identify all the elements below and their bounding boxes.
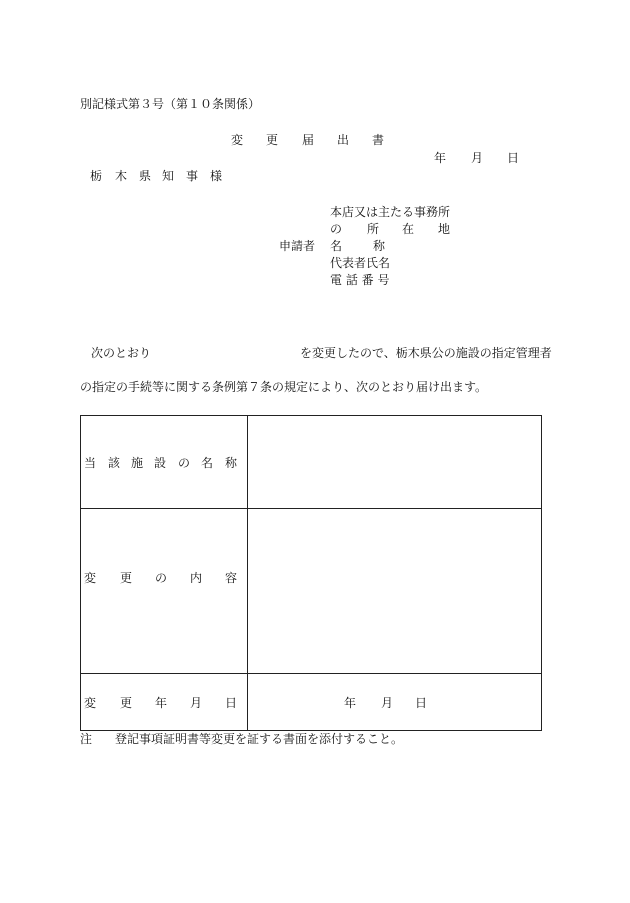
change-details-table — [80, 415, 542, 731]
facility-name-value-cell[interactable] — [248, 416, 542, 509]
address-label-char: 地 — [438, 222, 451, 236]
change-date-value-cell[interactable] — [248, 674, 542, 731]
change-content-label-cell — [81, 509, 248, 674]
label-char: 設 — [154, 456, 167, 470]
addressee-char: 県 — [139, 169, 152, 183]
form-reference: 別記様式第３号（第１０条関係） — [80, 97, 261, 111]
label-char: 容 — [225, 571, 238, 585]
label-char: 更 — [120, 571, 133, 585]
facility-name-label-cell — [81, 416, 248, 509]
label-char: 変 — [84, 696, 97, 710]
label-char: 当 — [84, 456, 97, 470]
addressee-char: 様 — [210, 169, 223, 183]
address-label-line1: 本店又は主たる事務所 — [330, 205, 451, 219]
change-date-month: 月 — [381, 696, 394, 710]
title-char: 書 — [372, 133, 385, 147]
title-char: 更 — [266, 133, 279, 147]
label-char: 月 — [190, 696, 203, 710]
phone-label: 電 話 番 号 — [330, 273, 390, 287]
date-year: 年 — [434, 151, 447, 165]
date-month: 月 — [471, 151, 484, 165]
date-day: 日 — [507, 151, 520, 165]
addressee-char: 事 — [186, 169, 199, 183]
change-date-year: 年 — [344, 696, 357, 710]
name-label-char: 名 — [330, 239, 343, 253]
representative-label: 代表者氏名 — [330, 256, 391, 270]
label-char: 変 — [84, 571, 97, 585]
title-char: 届 — [302, 133, 315, 147]
note-text: 登記事項証明書等変更を証する書面を添付すること。 — [115, 732, 404, 746]
table-row-facility-name — [81, 416, 542, 509]
label-char: 施 — [131, 456, 144, 470]
applicant-label: 申請者 — [279, 239, 316, 253]
title-char: 変 — [231, 133, 244, 147]
address-label-char: 在 — [402, 222, 415, 236]
addressee-char: 木 — [115, 169, 128, 183]
body-line2: の指定の手続等に関する条例第７条の規定により、次のとおり届け出ます。 — [80, 380, 488, 394]
name-label-char: 称 — [373, 239, 386, 253]
body-line1-end: を変更したので、栃木県公の施設の指定管理者 — [300, 346, 552, 360]
label-char: 年 — [155, 696, 168, 710]
label-char: 日 — [225, 696, 238, 710]
label-char: の — [155, 571, 168, 585]
change-date-day: 日 — [415, 696, 428, 710]
label-char: 該 — [108, 456, 121, 470]
label-char: 称 — [225, 456, 238, 470]
body-line1-start: 次のとおり — [91, 346, 152, 360]
note-mark: 注 — [80, 732, 93, 746]
change-content-value-cell[interactable] — [248, 509, 542, 674]
table-row-change-date — [81, 674, 542, 731]
change-date-label-cell — [81, 674, 248, 731]
label-char: 更 — [120, 696, 133, 710]
title-char: 出 — [337, 133, 350, 147]
label-char: 名 — [201, 456, 214, 470]
label-char: 内 — [190, 571, 203, 585]
label-char: の — [178, 456, 191, 470]
addressee-char: 栃 — [90, 169, 103, 183]
address-label-char: 所 — [367, 222, 380, 236]
table-row-change-content — [81, 509, 542, 674]
addressee-char: 知 — [162, 169, 175, 183]
address-label-char: の — [330, 222, 343, 236]
